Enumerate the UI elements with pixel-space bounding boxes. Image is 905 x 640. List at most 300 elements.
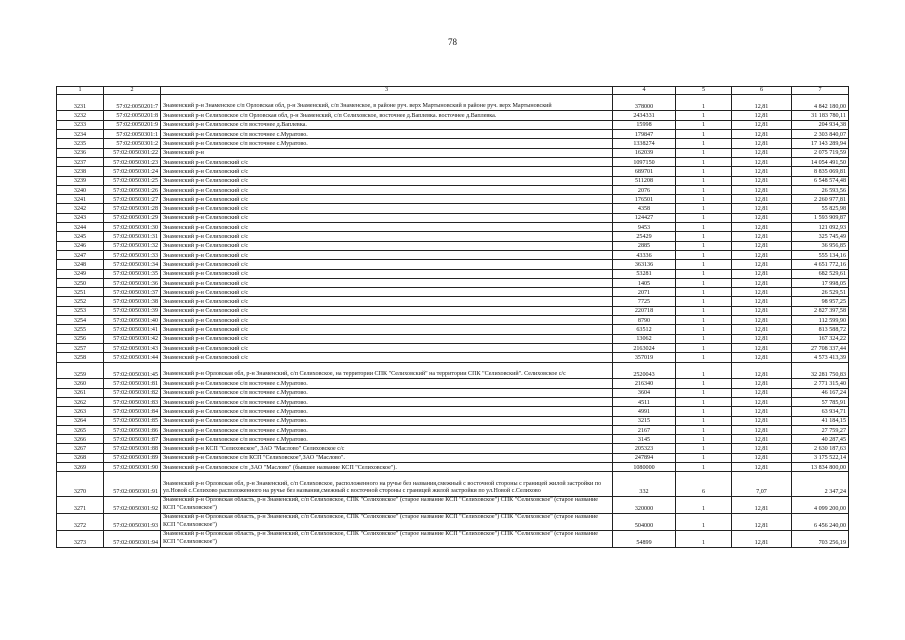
rate-value: 12,81 [732,139,792,148]
table-row [57,223,849,232]
rate-value: 12,81 [732,250,792,259]
column-5-value: 1 [676,397,732,406]
table-row [57,334,849,343]
cost-value: 2 771 315,40 [792,379,849,388]
column-5-value: 1 [676,223,732,232]
cost-value: 13 834 800,00 [792,463,849,472]
cost-value: 813 588,72 [792,325,849,334]
cadastral-number: 57:02:0050301:34 [104,260,161,269]
rate-value: 12,81 [732,453,792,462]
cost-value: 3 175 522,14 [792,453,849,462]
cadastral-number: 57:02:0050301:39 [104,306,161,315]
location-description: Знаменский р-н Селиховский с/с [161,204,613,213]
cost-value: 26 593,56 [792,185,849,194]
column-5-value: 1 [676,167,732,176]
rate-value: 12,81 [732,204,792,213]
cadastral-number: 57:02:0050301:29 [104,213,161,222]
table-row [57,496,849,513]
cost-value: 4 651 772,16 [792,260,849,269]
row-number: 3243 [57,213,104,222]
column-5-value: 1 [676,425,732,434]
cadastral-number: 57:02:0050301:92 [104,496,161,513]
row-number: 3271 [57,496,104,513]
area-value: 53281 [613,269,676,278]
row-number: 3249 [57,269,104,278]
location-description: Знаменский р-н Орловская обл, р-н Знаменский, с/п Селиховское, расположенного на ручье без названия,смежный с восточной стороны с границей жилой застройки по ул.Новой с.Селихово расположенного на ручье без названия,смежный с восточной стороны с границей жилой застройки по ул.Новой с.Селихово [161,472,613,497]
row-number: 3252 [57,297,104,306]
column-5-value: 1 [676,269,732,278]
cadastral-number: 57:02:0050301:24 [104,167,161,176]
column-5-value: 1 [676,185,732,194]
cadastral-number: 57:02:0050301:36 [104,278,161,287]
location-description: Знаменский р-н Селиховское с/п ,ЗАО "Маслово" (бывшее название КСП "Селиховское"). [161,463,613,472]
row-number: 3236 [57,148,104,157]
rate-value: 12,81 [732,223,792,232]
area-value: 3604 [613,388,676,397]
column-5-value: 6 [676,472,732,497]
cadastral-number: 57:02:0050301:35 [104,269,161,278]
table-row [57,416,849,425]
location-description: Знаменский р-н Орловская область, р-н Знаменский, с/п Селиховское, СПК "Селиховское" (старое название КСП "Селиховское") СПК "Селиховское" (старое название КСП "Селиховское") [161,530,613,547]
location-description: Знаменский р-н Орловская область, р-н Знаменский, с/п Селиховское, СПК "Селиховское" (старое название КСП "Селиховское") СПК "Селиховское" (старое название КСП "Селиховское") [161,496,613,513]
column-5-value: 1 [676,513,732,530]
row-number: 3251 [57,288,104,297]
column-5-value: 1 [676,297,732,306]
rate-value: 12,81 [732,195,792,204]
cost-value: 2 347,24 [792,472,849,497]
column-5-value: 1 [676,250,732,259]
cost-value: 4 842 180,00 [792,94,849,111]
cost-value: 555 134,16 [792,250,849,259]
table-row [57,306,849,315]
table-row [57,397,849,406]
area-value: 54899 [613,530,676,547]
rate-value: 12,81 [732,496,792,513]
cadastral-number: 57:02:0050301:2 [104,139,161,148]
area-value: 4358 [613,204,676,213]
area-value: 43336 [613,250,676,259]
column-5-value: 1 [676,130,732,139]
location-description: Знаменский р-н Селиховский с/с [161,297,613,306]
location-description: Знаменский р-н Селиховское с/п КСП "Селиховское",ЗАО "Маслово". [161,453,613,462]
rate-value: 12,81 [732,425,792,434]
table-row [57,407,849,416]
row-number: 3270 [57,472,104,497]
row-number: 3238 [57,167,104,176]
rate-value: 12,81 [732,120,792,129]
row-number: 3235 [57,139,104,148]
rate-value: 12,81 [732,444,792,453]
cadastral-number: 57:02:0050201:8 [104,111,161,120]
row-number: 3248 [57,260,104,269]
rate-value: 12,81 [732,316,792,325]
column-5-value: 1 [676,111,732,120]
location-description: Знаменский р-н Селиховский с/с [161,250,613,259]
cadastral-number: 57:02:0050301:93 [104,513,161,530]
column-header: 6 [732,87,792,95]
location-description: Знаменский р-н Селиховский с/с [161,343,613,352]
column-5-value: 1 [676,232,732,241]
cadastral-number: 57:02:0050301:33 [104,250,161,259]
table-row [57,185,849,194]
column-header: 4 [613,87,676,95]
table-row [57,213,849,222]
cadastral-number: 57:02:0050301:45 [104,362,161,379]
rate-value: 12,81 [732,388,792,397]
cost-value: 1 593 909,87 [792,213,849,222]
location-description: Знаменский р-н Селиховский с/с [161,241,613,250]
cost-value: 112 599,90 [792,316,849,325]
rate-value: 12,81 [732,297,792,306]
cadastral-number: 57:02:0050201:7 [104,94,161,111]
rate-value: 12,81 [732,288,792,297]
area-value: 1080000 [613,463,676,472]
cost-value: 2 303 840,07 [792,130,849,139]
rate-value: 12,81 [732,325,792,334]
column-5-value: 1 [676,496,732,513]
table-row [57,176,849,185]
cadastral-number: 57:02:0050301:81 [104,379,161,388]
table-row [57,130,849,139]
location-description: Знаменский р-н Селиховский с/с [161,213,613,222]
location-description: Знаменский р-н [161,148,613,157]
table-row [57,353,849,362]
cadastral-number: 57:02:0050301:83 [104,397,161,406]
column-header: 1 [57,87,104,95]
column-5-value: 1 [676,94,732,111]
cost-value: 2 827 397,58 [792,306,849,315]
cost-value: 98 957,25 [792,297,849,306]
location-description: Знаменский р-н Селиховское с/п восточнее с.Муратово. [161,130,613,139]
row-number: 3234 [57,130,104,139]
cost-value: 63 934,71 [792,407,849,416]
row-number: 3244 [57,223,104,232]
column-5-value: 1 [676,157,732,166]
cadastral-number: 57:02:0050301:91 [104,472,161,497]
cost-value: 6 548 574,48 [792,176,849,185]
area-value: 2163024 [613,343,676,352]
column-5-value: 1 [676,325,732,334]
table-row [57,278,849,287]
cost-value: 2 260 977,81 [792,195,849,204]
location-description: Знаменский р-н Селиховское с/п восточнее с.Муратово. [161,435,613,444]
cadastral-number: 57:02:0050301:25 [104,176,161,185]
rate-value: 12,81 [732,213,792,222]
table-row [57,379,849,388]
rate-value: 12,81 [732,157,792,166]
column-5-value: 1 [676,416,732,425]
rate-value: 12,81 [732,260,792,269]
location-description: Знаменский р-н Селиховский с/с [161,288,613,297]
area-value: 124427 [613,213,676,222]
column-5-value: 1 [676,241,732,250]
cost-value: 204 934,38 [792,120,849,129]
cadastral-number: 57:02:0050301:43 [104,343,161,352]
column-5-value: 1 [676,204,732,213]
table-row [57,260,849,269]
cost-value: 27 759,27 [792,425,849,434]
row-number: 3246 [57,241,104,250]
location-description: Знаменский р-н Селиховский с/с [161,185,613,194]
location-description: Знаменский р-н Селиховский с/с [161,260,613,269]
table-row [57,195,849,204]
cost-value: 41 184,15 [792,416,849,425]
location-description: Знаменский р-н Селиховское с/п Орловская обл, р-н Знаменский, с/п Селиховское, восточнее д.Ваплевка. восточнее д.Ваплевка. [161,111,613,120]
rate-value: 12,81 [732,148,792,157]
column-5-value: 1 [676,388,732,397]
area-value: 4991 [613,407,676,416]
cost-value: 31 183 780,11 [792,111,849,120]
column-5-value: 1 [676,213,732,222]
cost-value: 4 573 413,39 [792,353,849,362]
column-5-value: 1 [676,435,732,444]
table-row [57,513,849,530]
area-value: 511208 [613,176,676,185]
cadastral-number: 57:02:0050301:30 [104,223,161,232]
cost-value: 55 825,98 [792,204,849,213]
location-description: Знаменский р-н Селиховский с/с [161,316,613,325]
table-row [57,232,849,241]
column-header: 2 [104,87,161,95]
row-number: 3262 [57,397,104,406]
row-number: 3259 [57,362,104,379]
location-description: Знаменский р-н Селиховское с/п восточнее с.Муратово. [161,397,613,406]
row-number: 3266 [57,435,104,444]
row-number: 3260 [57,379,104,388]
row-number: 3264 [57,416,104,425]
rate-value: 12,81 [732,185,792,194]
cost-value: 14 054 491,50 [792,157,849,166]
cadastral-number: 57:02:0050301:44 [104,353,161,362]
column-5-value: 1 [676,362,732,379]
rate-value: 12,81 [732,435,792,444]
cost-value: 36 956,85 [792,241,849,250]
row-number: 3273 [57,530,104,547]
location-description: Знаменский р-н Селиховское с/п восточнее с.Муратово. [161,388,613,397]
column-5-value: 1 [676,530,732,547]
cadastral-number: 57:02:0050301:37 [104,288,161,297]
column-5-value: 1 [676,195,732,204]
row-number: 3258 [57,353,104,362]
cadastral-number: 57:02:0050301:22 [104,148,161,157]
column-header: 3 [161,87,613,95]
location-description: Знаменский р-н Знаменское с/п Орловская обл, р-н Знаменский, с/п Знаменское, в районе руч. верх Мартыновский в районе руч. верх Мартыновский [161,94,613,111]
row-number: 3231 [57,94,104,111]
rate-value: 12,81 [732,232,792,241]
row-number: 3233 [57,120,104,129]
table-row [57,463,849,472]
cadastral-number: 57:02:0050301:88 [104,444,161,453]
row-number: 3247 [57,250,104,259]
table-row [57,111,849,120]
rate-value: 12,81 [732,362,792,379]
column-5-value: 1 [676,334,732,343]
area-value: 2520043 [613,362,676,379]
table-row [57,139,849,148]
area-value: 15998 [613,120,676,129]
cadastral-number: 57:02:0050301:89 [104,453,161,462]
column-5-value: 1 [676,176,732,185]
table-row [57,94,849,111]
column-header: 7 [792,87,849,95]
column-5-value: 1 [676,444,732,453]
rate-value: 12,81 [732,269,792,278]
cadastral-number: 57:02:0050301:28 [104,204,161,213]
area-value: 220718 [613,306,676,315]
cost-value: 121 092,93 [792,223,849,232]
column-5-value: 1 [676,407,732,416]
page-number: 78 [448,37,457,47]
location-description: Знаменский р-н Селиховское с/п восточнее с.Муратово. [161,407,613,416]
column-5-value: 1 [676,306,732,315]
table-row [57,167,849,176]
location-description: Знаменский р-н Селиховский с/с [161,278,613,287]
rate-value: 12,81 [732,379,792,388]
cost-value: 27 708 337,44 [792,343,849,352]
area-value: 205323 [613,444,676,453]
row-number: 3242 [57,204,104,213]
rate-value: 12,81 [732,353,792,362]
area-value: 2167 [613,425,676,434]
table-row [57,472,849,497]
area-value: 2076 [613,185,676,194]
location-description: Знаменский р-н Селиховский с/с [161,223,613,232]
column-5-value: 1 [676,139,732,148]
table-row [57,250,849,259]
cadastral-number: 57:02:0050301:1 [104,130,161,139]
table-row [57,157,849,166]
rate-value: 12,81 [732,176,792,185]
cadastral-number: 57:02:0050301:90 [104,463,161,472]
cost-value: 4 099 200,00 [792,496,849,513]
area-value: 176501 [613,195,676,204]
cadastral-number: 57:02:0050301:87 [104,435,161,444]
row-number: 3255 [57,325,104,334]
table-body [57,94,849,547]
table-row [57,241,849,250]
cost-value: 17 143 289,94 [792,139,849,148]
row-number: 3253 [57,306,104,315]
area-value: 25429 [613,232,676,241]
rate-value: 12,81 [732,397,792,406]
land-parcels-table [56,86,849,548]
location-description: Знаменский р-н Селиховский с/с [161,167,613,176]
area-value: 162039 [613,148,676,157]
area-value: 1097150 [613,157,676,166]
rate-value: 12,81 [732,111,792,120]
area-value: 332 [613,472,676,497]
cadastral-number: 57:02:0050301:31 [104,232,161,241]
area-value: 3215 [613,416,676,425]
table-row [57,148,849,157]
rate-value: 12,81 [732,241,792,250]
row-number: 3256 [57,334,104,343]
rate-value: 12,81 [732,278,792,287]
row-number: 3239 [57,176,104,185]
area-value: 378000 [613,94,676,111]
cost-value: 703 256,19 [792,530,849,547]
rate-value: 12,81 [732,530,792,547]
row-number: 3268 [57,453,104,462]
cost-value: 57 785,91 [792,397,849,406]
table-row [57,297,849,306]
row-number: 3261 [57,388,104,397]
table-row [57,453,849,462]
location-description: Знаменский р-н Селиховский с/с [161,232,613,241]
location-description: Знаменский р-н Орловская обл, р-н Знаменский, с/п Селиховское, на территории СПК "Селиховский" на территории СПК "Селиховский". Селиховское с/с [161,362,613,379]
area-value: 216340 [613,379,676,388]
cost-value: 26 529,51 [792,288,849,297]
cadastral-number: 57:02:0050301:84 [104,407,161,416]
area-value: 2885 [613,241,676,250]
area-value: 3145 [613,435,676,444]
area-value: 689701 [613,167,676,176]
cost-value: 682 529,61 [792,269,849,278]
cost-value: 8 835 069,81 [792,167,849,176]
cadastral-number: 57:02:0050301:40 [104,316,161,325]
column-5-value: 1 [676,260,732,269]
rate-value: 12,81 [732,94,792,111]
location-description: Знаменский р-н Селиховский с/с [161,325,613,334]
column-5-value: 1 [676,343,732,352]
location-description: Знаменский р-н Селиховский с/с [161,176,613,185]
rate-value: 12,81 [732,463,792,472]
column-number-row [57,87,849,95]
area-value: 13062 [613,334,676,343]
cost-value: 6 456 240,00 [792,513,849,530]
location-description: Знаменский р-н Селиховское с/п восточнее с.Муратово. [161,425,613,434]
row-number: 3269 [57,463,104,472]
area-value: 179847 [613,130,676,139]
cadastral-number: 57:02:0050301:94 [104,530,161,547]
rate-value: 7,07 [732,472,792,497]
rate-value: 12,81 [732,167,792,176]
column-5-value: 1 [676,288,732,297]
cost-value: 17 998,05 [792,278,849,287]
cost-value: 46 167,24 [792,388,849,397]
rate-value: 12,81 [732,513,792,530]
rate-value: 12,81 [732,334,792,343]
column-5-value: 1 [676,353,732,362]
area-value: 504000 [613,513,676,530]
area-value: 247894 [613,453,676,462]
area-value: 9453 [613,223,676,232]
area-value: 63512 [613,325,676,334]
area-value: 2434331 [613,111,676,120]
table-row [57,288,849,297]
location-description: Знаменский р-н Селиховский с/с [161,157,613,166]
cadastral-number: 57:02:0050301:86 [104,425,161,434]
cadastral-number: 57:02:0050301:38 [104,297,161,306]
row-number: 3232 [57,111,104,120]
location-description: Знаменский р-н Селиховское с/п восточнее с.Муратово. [161,379,613,388]
column-5-value: 1 [676,463,732,472]
rate-value: 12,81 [732,343,792,352]
cadastral-number: 57:02:0050201:9 [104,120,161,129]
location-description: Знаменский р-н Селиховский с/с [161,306,613,315]
cadastral-number: 57:02:0050301:42 [104,334,161,343]
rate-value: 12,81 [732,306,792,315]
column-5-value: 1 [676,453,732,462]
cadastral-number: 57:02:0050301:32 [104,241,161,250]
cadastral-number: 57:02:0050301:27 [104,195,161,204]
table-row [57,362,849,379]
location-description: Знаменский р-н Селиховское с/п восточнее д.Ваплевка. [161,120,613,129]
rate-value: 12,81 [732,416,792,425]
area-value: 357019 [613,353,676,362]
area-value: 8790 [613,316,676,325]
cadastral-number: 57:02:0050301:26 [104,185,161,194]
